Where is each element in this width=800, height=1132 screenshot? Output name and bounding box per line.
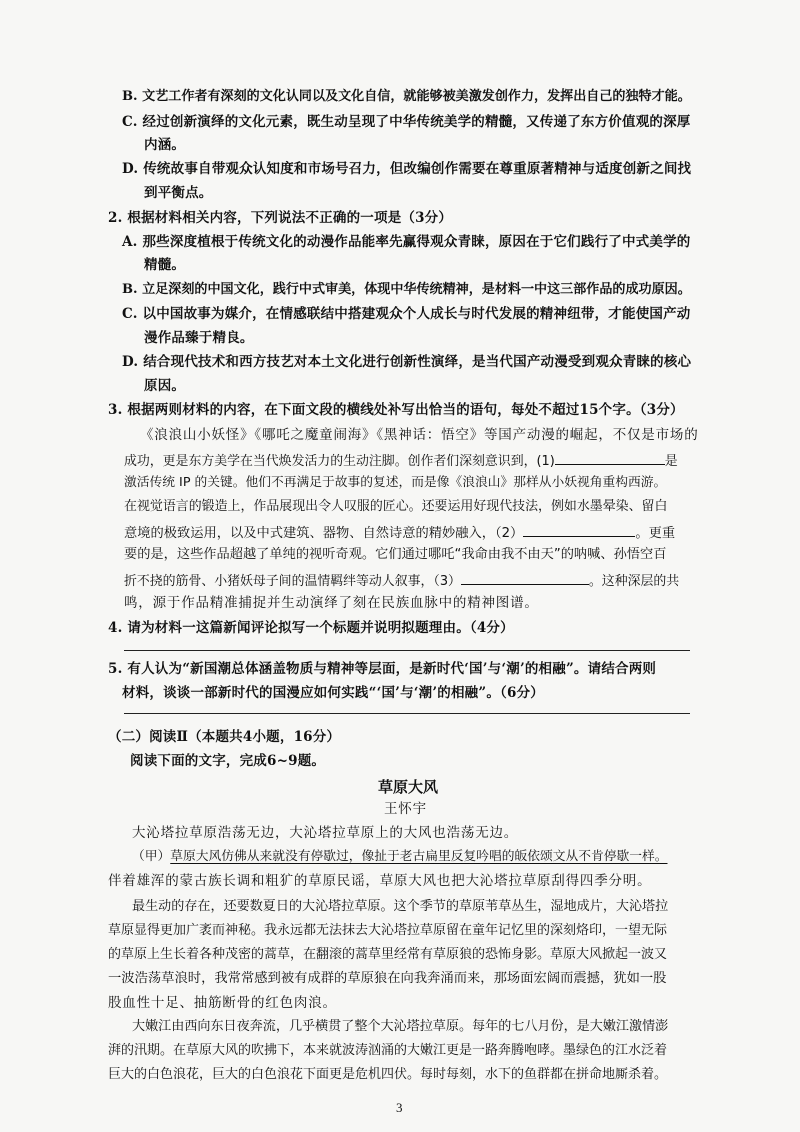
q3-passage-text: 是: [664, 454, 678, 469]
q3-passage-line1: 《浪浪山小妖怪》《哪吒之魔童闹海》《黑神话：悟空》等国产动漫的崛起，不仅是市场的: [140, 427, 699, 443]
q2-option-d-line2: 原因。: [144, 378, 186, 394]
article-paragraph-3-line5: 股血性十足、抽筋断骨的红色肉浪。: [108, 995, 337, 1011]
reading2-instruction: 阅读下面的文字，完成6~9题。: [130, 753, 326, 769]
underlined-sentence: 草原大风仿佛从来就没有停歇过，像扯于老古扁里反复吟唱的皈依颂文从不肯停歇一样。: [170, 849, 668, 864]
article-paragraph-1: 大沁塔拉草原浩荡无边，大沁塔拉草原上的大风也浩荡无边。: [132, 825, 519, 841]
q2-option-d-line1: D. 结合现代技术和西方技艺对本土文化进行创新性演绎，是当代国产动漫受到观众青睐的核心: [122, 354, 692, 370]
article-paragraph-4-line3: 巨大的白色浪花，巨大的白色浪花下面更是危机四伏。每时每刻，水下的鱼群都在拼命地厮杀着。: [108, 1067, 668, 1082]
article-author: 王怀宇: [384, 801, 427, 817]
article-paragraph-4-line1: 大嫩江由西向东日夜奔流，几乎横贯了整个大沁塔拉草原。每年的七八月份，是大嫩江激情澎: [132, 1019, 669, 1034]
q3-blank-3[interactable]: [461, 570, 589, 585]
article-title: 草原大风: [378, 778, 439, 796]
q3-passage-line7: [124, 570, 679, 591]
q5-stem-line2: 材料，谈谈一部新时代的国漫应如何实践“‘国’与‘潮’的相融”。（6分）: [122, 685, 544, 701]
article-paragraph-3-line2: 草原显得更加广袤而神秘。我永远都无法抹去大沁塔拉草原留在童年记忆里的深刻烙印，一望无际: [108, 923, 668, 938]
q3-stem: 3. 根据两则材料的内容，在下面文段的横线处补写出恰当的语句，每处不超过15个字。（3分）: [108, 402, 684, 418]
q3-passage-text: 成功，更是东方美学在当代焕发活力的生动注脚。创作者们深刻意识到，(1): [124, 454, 555, 469]
q5-stem-line1: 5. 有人认为“新国潮总体涵盖物质与精神等层面，是新时代‘国’与‘潮’的相融”。请结合两则: [108, 661, 657, 677]
marker-jia: （甲）: [132, 849, 171, 864]
answer-line: [124, 713, 690, 714]
reading2-header: （二）阅读Ⅱ（本题共4小题，16分）: [108, 729, 341, 745]
q3-passage-line3: 激活传统 IP 的关键。他们不再满足于故事的复述，而是像《浪浪山》那样从小妖视角重构西游。: [124, 475, 667, 490]
q2-option-b: B. 立足深刻的中国文化，践行中式审美，体现中华传统精神，是材料一中这三部作品的成功原因。: [122, 282, 691, 297]
q3-passage-text: 。更重: [635, 526, 676, 541]
article-paragraph-3-line3: 的草原上生长着各种茂密的蒿草，在翻滚的蒿草里经常有草原狼的恐怖身影。草原大风掀起一波又: [108, 947, 668, 962]
q2-option-a-line2: 精髓。: [144, 257, 186, 273]
q1-option-d-line1: D. 传统故事自带观众认知度和市场号召力，但改编创作需要在尊重原著精神与适度创新之间找: [122, 161, 692, 177]
q4-stem: 4. 请为材料一这篇新闻评论拟写一个标题并说明拟题理由。（4分）: [108, 620, 514, 636]
q1-option-c-line1: C. 经过创新演绎的文化元素，既生动呈现了中华传统美学的精髓，又传递了东方价值观的深厚: [122, 114, 691, 130]
q3-blank-2[interactable]: [523, 522, 635, 537]
q3-passage-text: 。这种深层的共: [588, 574, 680, 589]
q2-option-c-line1: C. 以中国故事为媒介，在情感联结中搭建观众个人成长与时代发展的精神纽带，才能使国产动: [122, 306, 691, 322]
q3-passage-line2: [124, 450, 678, 471]
q2-option-a-line1: A. 那些深度植根于传统文化的动漫作品能率先赢得观众青睐，原因在于它们践行了中式美学的: [122, 234, 691, 250]
article-paragraph-2-line1: [132, 848, 668, 866]
q1-option-d-line2: 到平衡点。: [144, 185, 213, 201]
q2-option-c-line2: 漫作品臻于精良。: [144, 330, 254, 346]
q1-option-c-line2: 内涵。: [144, 137, 186, 153]
q3-passage-line8: 鸣，源于作品精准捕捉并生动演绎了刻在民族血脉中的精神图谱。: [124, 595, 539, 611]
article-paragraph-3-line1: 最生动的存在，还要数夏日的大沁塔拉草原。这个季节的草原苇草丛生，湿地成片，大沁塔拉: [132, 899, 669, 914]
q2-stem: 2. 根据材料相关内容，下列说法不正确的一项是（3分）: [108, 210, 453, 226]
q3-passage-text: 意境的极致运用，以及中式建筑、器物、自然诗意的精妙融入，（2）: [124, 526, 524, 541]
q3-passage-text: 折不挠的筋骨、小猪妖母子间的温情羁绊等动人叙事，（3）: [124, 574, 461, 589]
article-paragraph-2-line2: 伴着雄浑的蒙古族长调和粗犷的草原民谣，草原大风也把大沁塔拉草原刮得四季分明。: [108, 873, 652, 889]
q3-blank-1[interactable]: [555, 450, 665, 465]
q3-passage-line4: 在视觉语言的锻造上，作品展现出令人叹服的匠心。还要运用好现代技法，例如水墨晕染、留白: [124, 499, 668, 514]
q3-passage-line6: 要的是，这些作品超越了单纯的视听奇观。它们通过哪吒“我命由我不由天”的呐喊、孙悟空百: [124, 547, 667, 562]
article-paragraph-4-line2: 湃的汛期。在草原大风的吹拂下，本来就波涛汹涌的大嫩江更是一路奔腾咆哮。墨绿色的江水泛着: [108, 1043, 668, 1058]
answer-line: [124, 650, 690, 651]
article-paragraph-3-line4: 一波浩荡草浪时，我常常感到被有成群的草原狼在向我奔涌而来，那场面宏阔而震撼，犹如一股: [108, 971, 667, 986]
page-number: 3: [396, 1100, 403, 1115]
q3-passage-line5: [124, 522, 675, 543]
q1-option-b: B. 文艺工作者有深刻的文化认同以及文化自信，就能够被美激发创作力，发挥出自己的独特才能。: [122, 89, 691, 104]
